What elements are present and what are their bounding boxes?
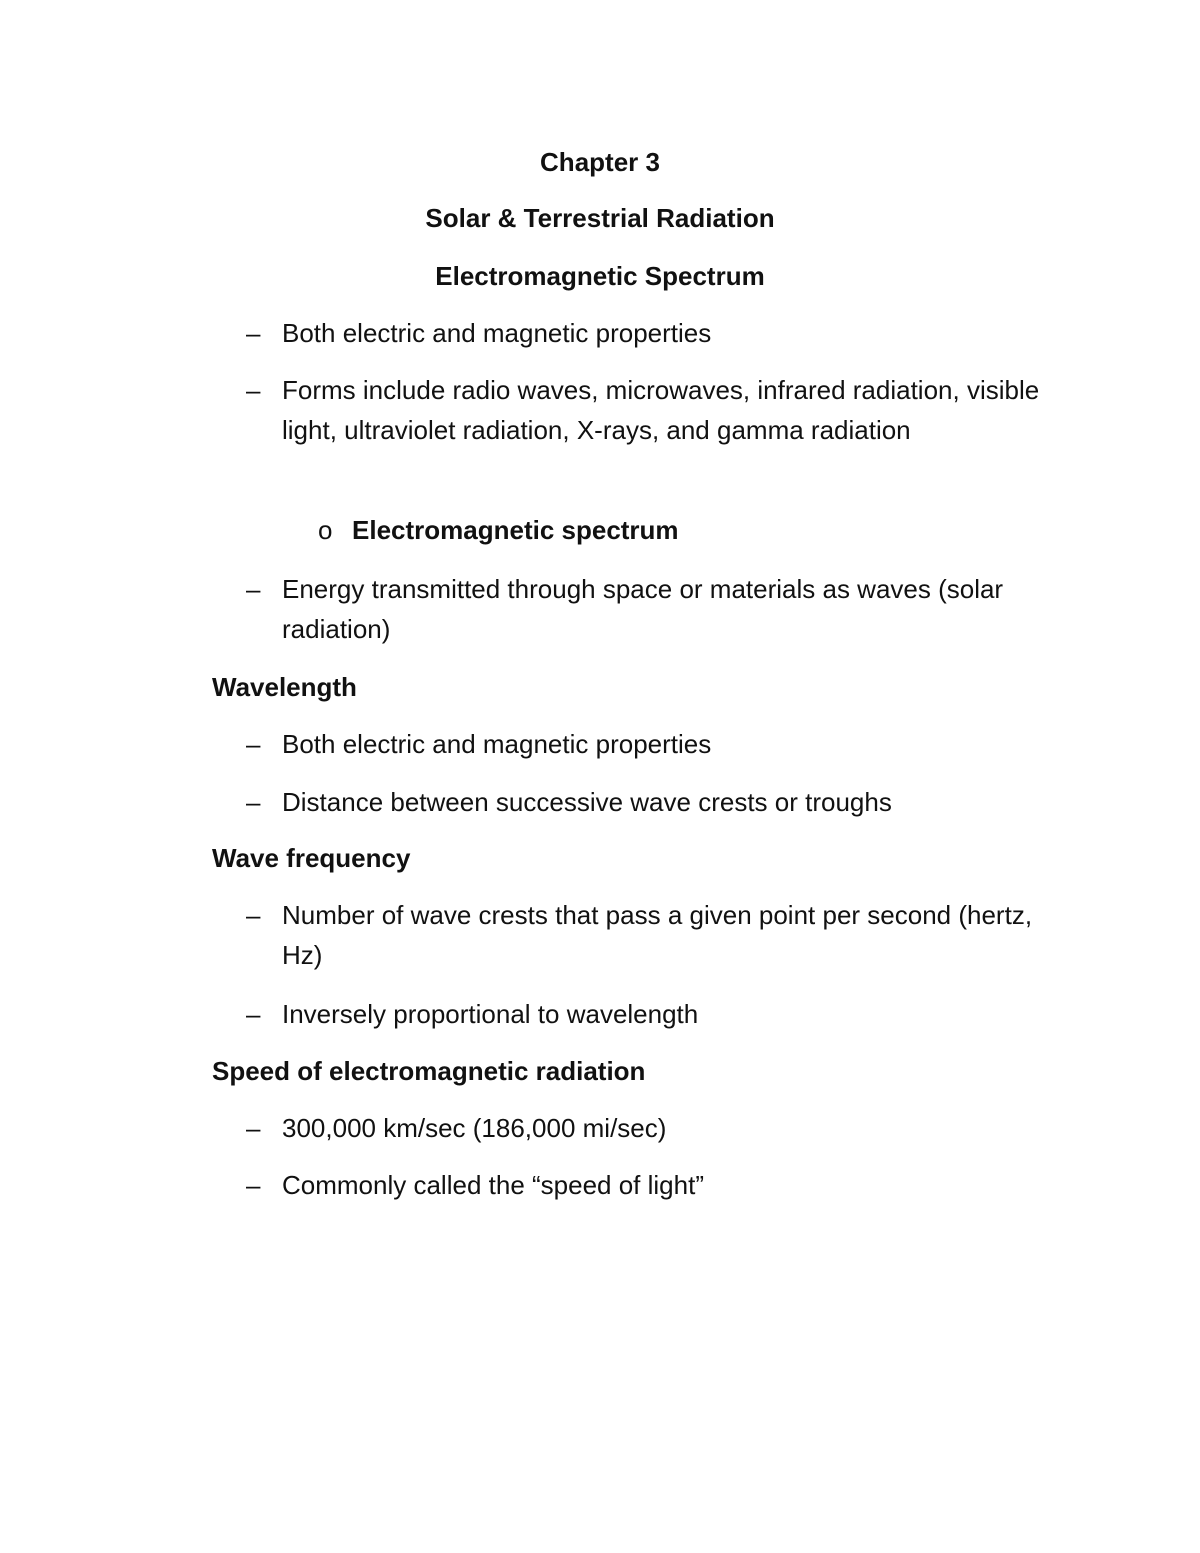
list-item-text: Commonly called the “speed of light” xyxy=(282,1170,704,1200)
chapter-heading: Chapter 3 xyxy=(540,147,660,177)
sub-list-item xyxy=(318,510,1018,550)
list-item-text: 300,000 km/sec (186,000 mi/sec) xyxy=(282,1113,667,1143)
dash-bullet-icon: – xyxy=(246,900,261,930)
section-heading-wavelength: Wavelength xyxy=(212,672,357,702)
dash-bullet-icon: – xyxy=(246,574,261,604)
list-item-text: Forms include radio waves, microwaves, infrared radiation, visible light, ultraviolet radiation, X-rays, and gamma radiation xyxy=(282,375,1040,445)
list-item xyxy=(246,313,1066,353)
list-item-text: Both electric and magnetic properties xyxy=(282,318,712,348)
dash-bullet-icon: – xyxy=(246,1170,261,1200)
document-subtitle: Electromagnetic Spectrum xyxy=(435,261,765,291)
list-item xyxy=(246,724,1066,764)
document-title: Solar & Terrestrial Radiation xyxy=(425,203,775,233)
section-heading-speed: Speed of electromagnetic radiation xyxy=(212,1056,646,1086)
dash-bullet-icon: – xyxy=(246,375,261,405)
list-item xyxy=(246,370,1066,450)
list-item xyxy=(246,1108,1066,1148)
dash-bullet-icon: – xyxy=(246,318,261,348)
list-item-text: Distance between successive wave crests or troughs xyxy=(282,787,892,817)
list-item xyxy=(246,994,1066,1034)
list-item xyxy=(246,782,1066,822)
section-heading-wave-frequency: Wave frequency xyxy=(212,843,411,873)
list-item-text: Number of wave crests that pass a given point per second (hertz, Hz) xyxy=(282,900,1033,970)
list-item-text: Both electric and magnetic properties xyxy=(282,729,712,759)
list-item-text: Energy transmitted through space or materials as waves (solar radiation) xyxy=(282,574,1004,644)
list-item xyxy=(246,1165,1066,1205)
dash-bullet-icon: – xyxy=(246,729,261,759)
list-item xyxy=(246,569,1066,649)
dash-bullet-icon: – xyxy=(246,787,261,817)
dash-bullet-icon: – xyxy=(246,1113,261,1143)
list-item xyxy=(246,895,1066,975)
circle-bullet-icon: o xyxy=(318,515,333,545)
dash-bullet-icon: – xyxy=(246,999,261,1029)
sub-list-item-text: Electromagnetic spectrum xyxy=(352,515,679,545)
list-item-text: Inversely proportional to wavelength xyxy=(282,999,699,1029)
